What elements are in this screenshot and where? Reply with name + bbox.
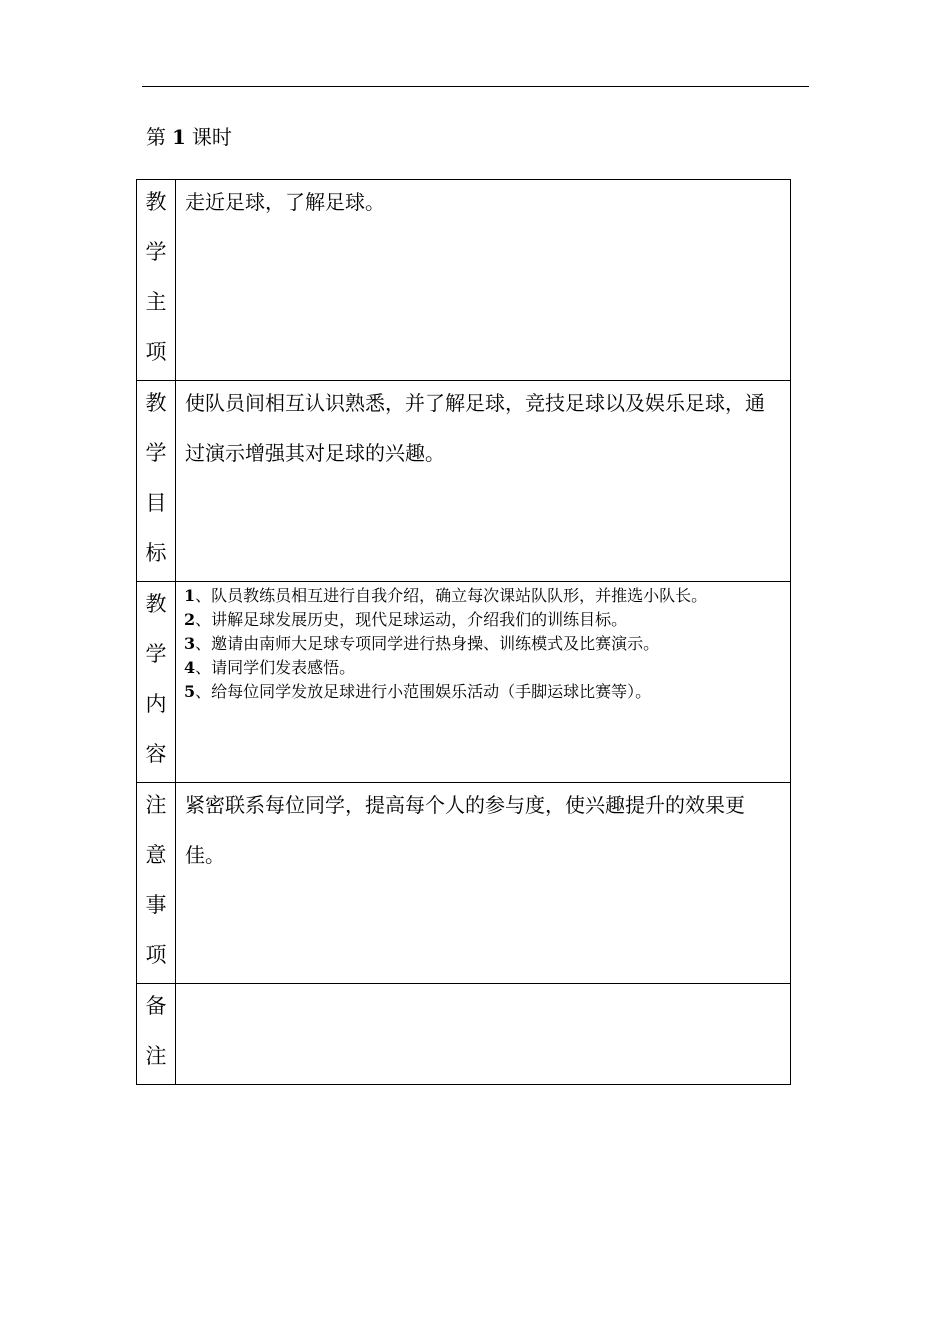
label-char: 标 [145, 541, 167, 565]
label-char: 事 [145, 893, 167, 917]
cell-objectives [176, 381, 791, 582]
list-item [184, 680, 786, 704]
label-char: 备 [145, 994, 167, 1018]
lesson-number: 1 [172, 125, 186, 149]
main-topic-text: 走近足球，了解足球。 [185, 190, 385, 214]
cell-content [176, 582, 791, 783]
label-main-topic [137, 180, 176, 381]
label-char: 意 [145, 843, 167, 867]
row-notes [137, 783, 791, 984]
cell-main-topic [176, 180, 791, 381]
label-char: 内 [145, 692, 167, 716]
label-char: 教 [145, 190, 167, 214]
label-char: 项 [145, 943, 167, 967]
list-item [184, 608, 786, 632]
item-text: 、请同学们发表感悟。 [195, 658, 356, 677]
item-text: 、队员教练员相互进行自我介绍，确立每次课站队队形，并推选小队长。 [195, 586, 708, 605]
label-char: 教 [145, 592, 167, 616]
label-char: 项 [145, 340, 167, 364]
label-char: 学 [145, 642, 167, 666]
cell-remarks [176, 984, 791, 1085]
item-index: 5 [184, 682, 196, 701]
row-remarks [137, 984, 791, 1085]
label-notes [137, 783, 176, 984]
label-remarks [137, 984, 176, 1085]
notes-text: 紧密联系每位同学，提高每个人的参与度，使兴趣提升的效果更佳。 [185, 793, 745, 867]
row-main-topic [137, 180, 791, 381]
label-char: 注 [145, 1044, 167, 1068]
lesson-suffix: 课时 [191, 125, 232, 149]
item-text: 、邀请由南师大足球专项同学进行热身操、训练模式及比赛演示。 [195, 634, 660, 653]
label-char: 主 [145, 290, 167, 314]
item-index: 1 [184, 586, 196, 605]
cell-notes [176, 783, 791, 984]
label-char: 教 [145, 391, 167, 415]
list-item [184, 584, 786, 608]
item-index: 3 [184, 634, 196, 653]
list-item [184, 656, 786, 680]
label-char: 目 [145, 491, 167, 515]
lesson-plan-table [136, 179, 791, 1085]
lesson-title [146, 124, 232, 150]
objectives-text: 使队员间相互认识熟悉，并了解足球，竞技足球以及娱乐足球，通过演示增强其对足球的兴趣。 [185, 391, 765, 465]
row-content [137, 582, 791, 783]
label-objectives [137, 381, 176, 582]
label-char: 注 [145, 793, 167, 817]
label-char: 学 [145, 240, 167, 264]
item-index: 4 [184, 658, 196, 677]
list-item [184, 632, 786, 656]
item-index: 2 [184, 610, 196, 629]
lesson-prefix: 第 [146, 125, 166, 149]
label-char: 容 [145, 742, 167, 766]
label-char: 学 [145, 441, 167, 465]
header-rule [142, 86, 809, 87]
row-objectives [137, 381, 791, 582]
content-list [176, 584, 790, 704]
item-text: 、给每位同学发放足球进行小范围娱乐活动（手脚运球比赛等）。 [195, 682, 652, 701]
label-content [137, 582, 176, 783]
item-text: 、讲解足球发展历史，现代足球运动，介绍我们的训练目标。 [195, 610, 628, 629]
